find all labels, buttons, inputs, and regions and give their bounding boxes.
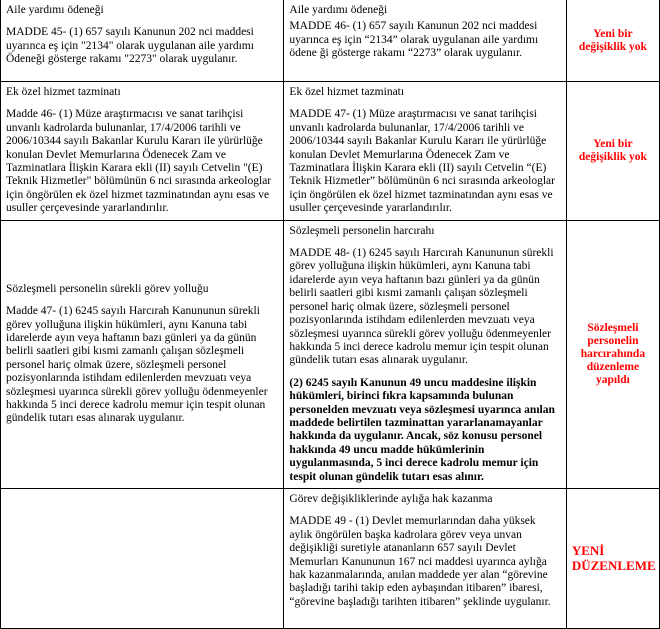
table-row: [1, 220, 660, 488]
status-cell: [566, 488, 659, 628]
article-body: MADDE 47- (1) Müze araştırmacısı ve sanat tarihçisi unvanlı kadrolarda bulunanlar, 17/4/2006 tarihli ve 2006/10344 sayılı Bakanlar Kurulu Kararı ile yürürlüğe konulan Devlet Memurlarına Ödenecek Zam ve Tazminatlara İlişkin Karara ekli (II) sayılı Cetvelin “(E) Teknik Hizmetler” bölümünün 6 nci sırasında arkeologlar için öngörülen ek özel hizmet tazminatından aynı esas ve usuller çerçevesinde yararlandırılır.: [289, 108, 555, 215]
old-text-cell: [1, 220, 284, 488]
article-body: MADDE 46- (1) 657 sayılı Kanunun 202 nci maddesi uyarınca eş için “2134” olarak uygulanan aile yardımı ödene ği gösterge rakamı “2273” olarak uygulanır.: [289, 20, 539, 60]
old-text-cell: [1, 488, 284, 628]
article-body: Madde 47- (1) 6245 sayılı Harcırah Kanununun sürekli görev yolluğuna ilişkin hükümleri, aynı Kanuna tabi idarelerde ayın veya haftanın bazı günleri ya da günün belirli saatleri gibi kısmi zamanlı çalışan sözleşmeli personel hariç olmak üzere, sözleşmeli personel pozisyonlarında istihdam edilenlerden mevzuatı veya sözleşmesi uyarınca sürekli görev yolluğu ödenmeyenler hakkında 5 inci derece kadrolu memur için tespit olunan gündelik tutarı esas alınarak uygulanır.: [6, 305, 268, 425]
old-text-cell: [1, 0, 284, 82]
article-body-amendment: (2) 6245 sayılı Kanunun 49 uncu maddesine ilişkin hükümleri, birinci fıkra kapsamında bulunan personelden mevzuatı veya sözleşmesi uyarınca anılan maddede belirtilen tazminattan yararlanamayanlar hakkında da uygulanır. Ancak, söz konusu personel hakkında 49 uncu madde hükümlerinin uygulanmasında, 5 inci derece kadrolu memur için tespit olunan gündelik tutarı esas alınır.: [289, 376, 555, 483]
new-text-cell: [284, 488, 566, 628]
article-title: Sözleşmeli personelin harcırahı: [289, 224, 435, 237]
article-body: Madde 46- (1) Müze araştırmacısı ve sanat tarihçisi unvanlı kadrolarda bulunanlar, 17/4/2006 tarihli ve 2006/10344 sayılı Bakanlar Kurulu Kararı ile yürürlüğe konulan Devlet Memurlarına Ödenecek Zam ve Tazminatlara İlişkin Karara ekli (II) sayılı Cetvelin "(E) Teknik Hizmetler" bölümünün 6 nci sırasında arkeologlar için öngörülen ek özel hizmet tazminatından aynı esas ve usuller çerçevesinde yararlandırılır.: [6, 108, 272, 215]
article-title: Ek özel hizmet tazminatı: [6, 86, 121, 98]
status-cell: [566, 220, 659, 488]
status-cell: [566, 0, 659, 82]
article-body: MADDE 45- (1) 657 sayılı Kanunun 202 nci maddesi uyarınca eş için "2134" olarak uygulanan aile yardımı Ödeneği gösterge rakamı "2273" olarak uygulanır.: [6, 26, 254, 66]
article-title: Görev değişikliklerinde aylığa hak kazanma: [289, 492, 493, 505]
table-row: [1, 0, 660, 82]
article-title: Sözleşmeli personelin sürekli görev yolluğu: [6, 282, 209, 295]
old-text-cell: [1, 82, 284, 221]
table-row: [1, 82, 660, 221]
article-body: MADDE 49 - (1) Devlet memurlarından daha yüksek aylık öngörülen başka kadrolara görev veya unvan değişikliği suretiyle atananların 657 sayılı Devlet Memurları Kanununun 167 nci maddesi uyarınca aylığa hak kazanmalarında, anılan maddede yer alan “görevine başladığı tarihi takip eden aybaşından itibaren” ibaresi, “görevine başladığı tarihten itibaren” şeklinde uygulanır.: [289, 515, 551, 608]
new-text-cell: [284, 82, 566, 221]
status-cell: [566, 82, 659, 221]
new-text-cell: [284, 220, 566, 488]
change-status: Yeni bir değişiklik yok: [578, 27, 647, 53]
article-title: Aile yardımı ödeneği: [6, 4, 104, 16]
change-status: Sözleşmeli personelin harcırahında düzenleme yapıldı: [580, 321, 646, 386]
table-row: [1, 488, 660, 628]
new-text-cell: [284, 0, 566, 82]
article-body: MADDE 48- (1) 6245 sayılı Harcırah Kanununun sürekli görev yolluğuna ilişkin hükümleri, aynı Kanuna tabi idarelerde ayın veya haftanın bazı günleri ya da günün belirli saatleri gibi kısmi zamanlı çalışan sözleşmeli personel hariç olmak üzere, sözleşmeli personel pozisyonlarında istihdam edilenlerden mevzuatı veya sözleşmesi uyarınca sürekli görev yolluğu ödenmeyenler hakkında 5 inci derece kadrolu memur için tespit olunan gündelik tutarı esas alınarak uygulanır.: [289, 247, 554, 367]
change-status: YENİ DÜZENLEME: [571, 543, 656, 574]
article-title: Ek özel hizmet tazminatı: [289, 86, 405, 98]
change-status: Yeni bir değişiklik yok: [578, 137, 647, 163]
article-title: Aile yardımı ödeneği: [289, 4, 388, 16]
